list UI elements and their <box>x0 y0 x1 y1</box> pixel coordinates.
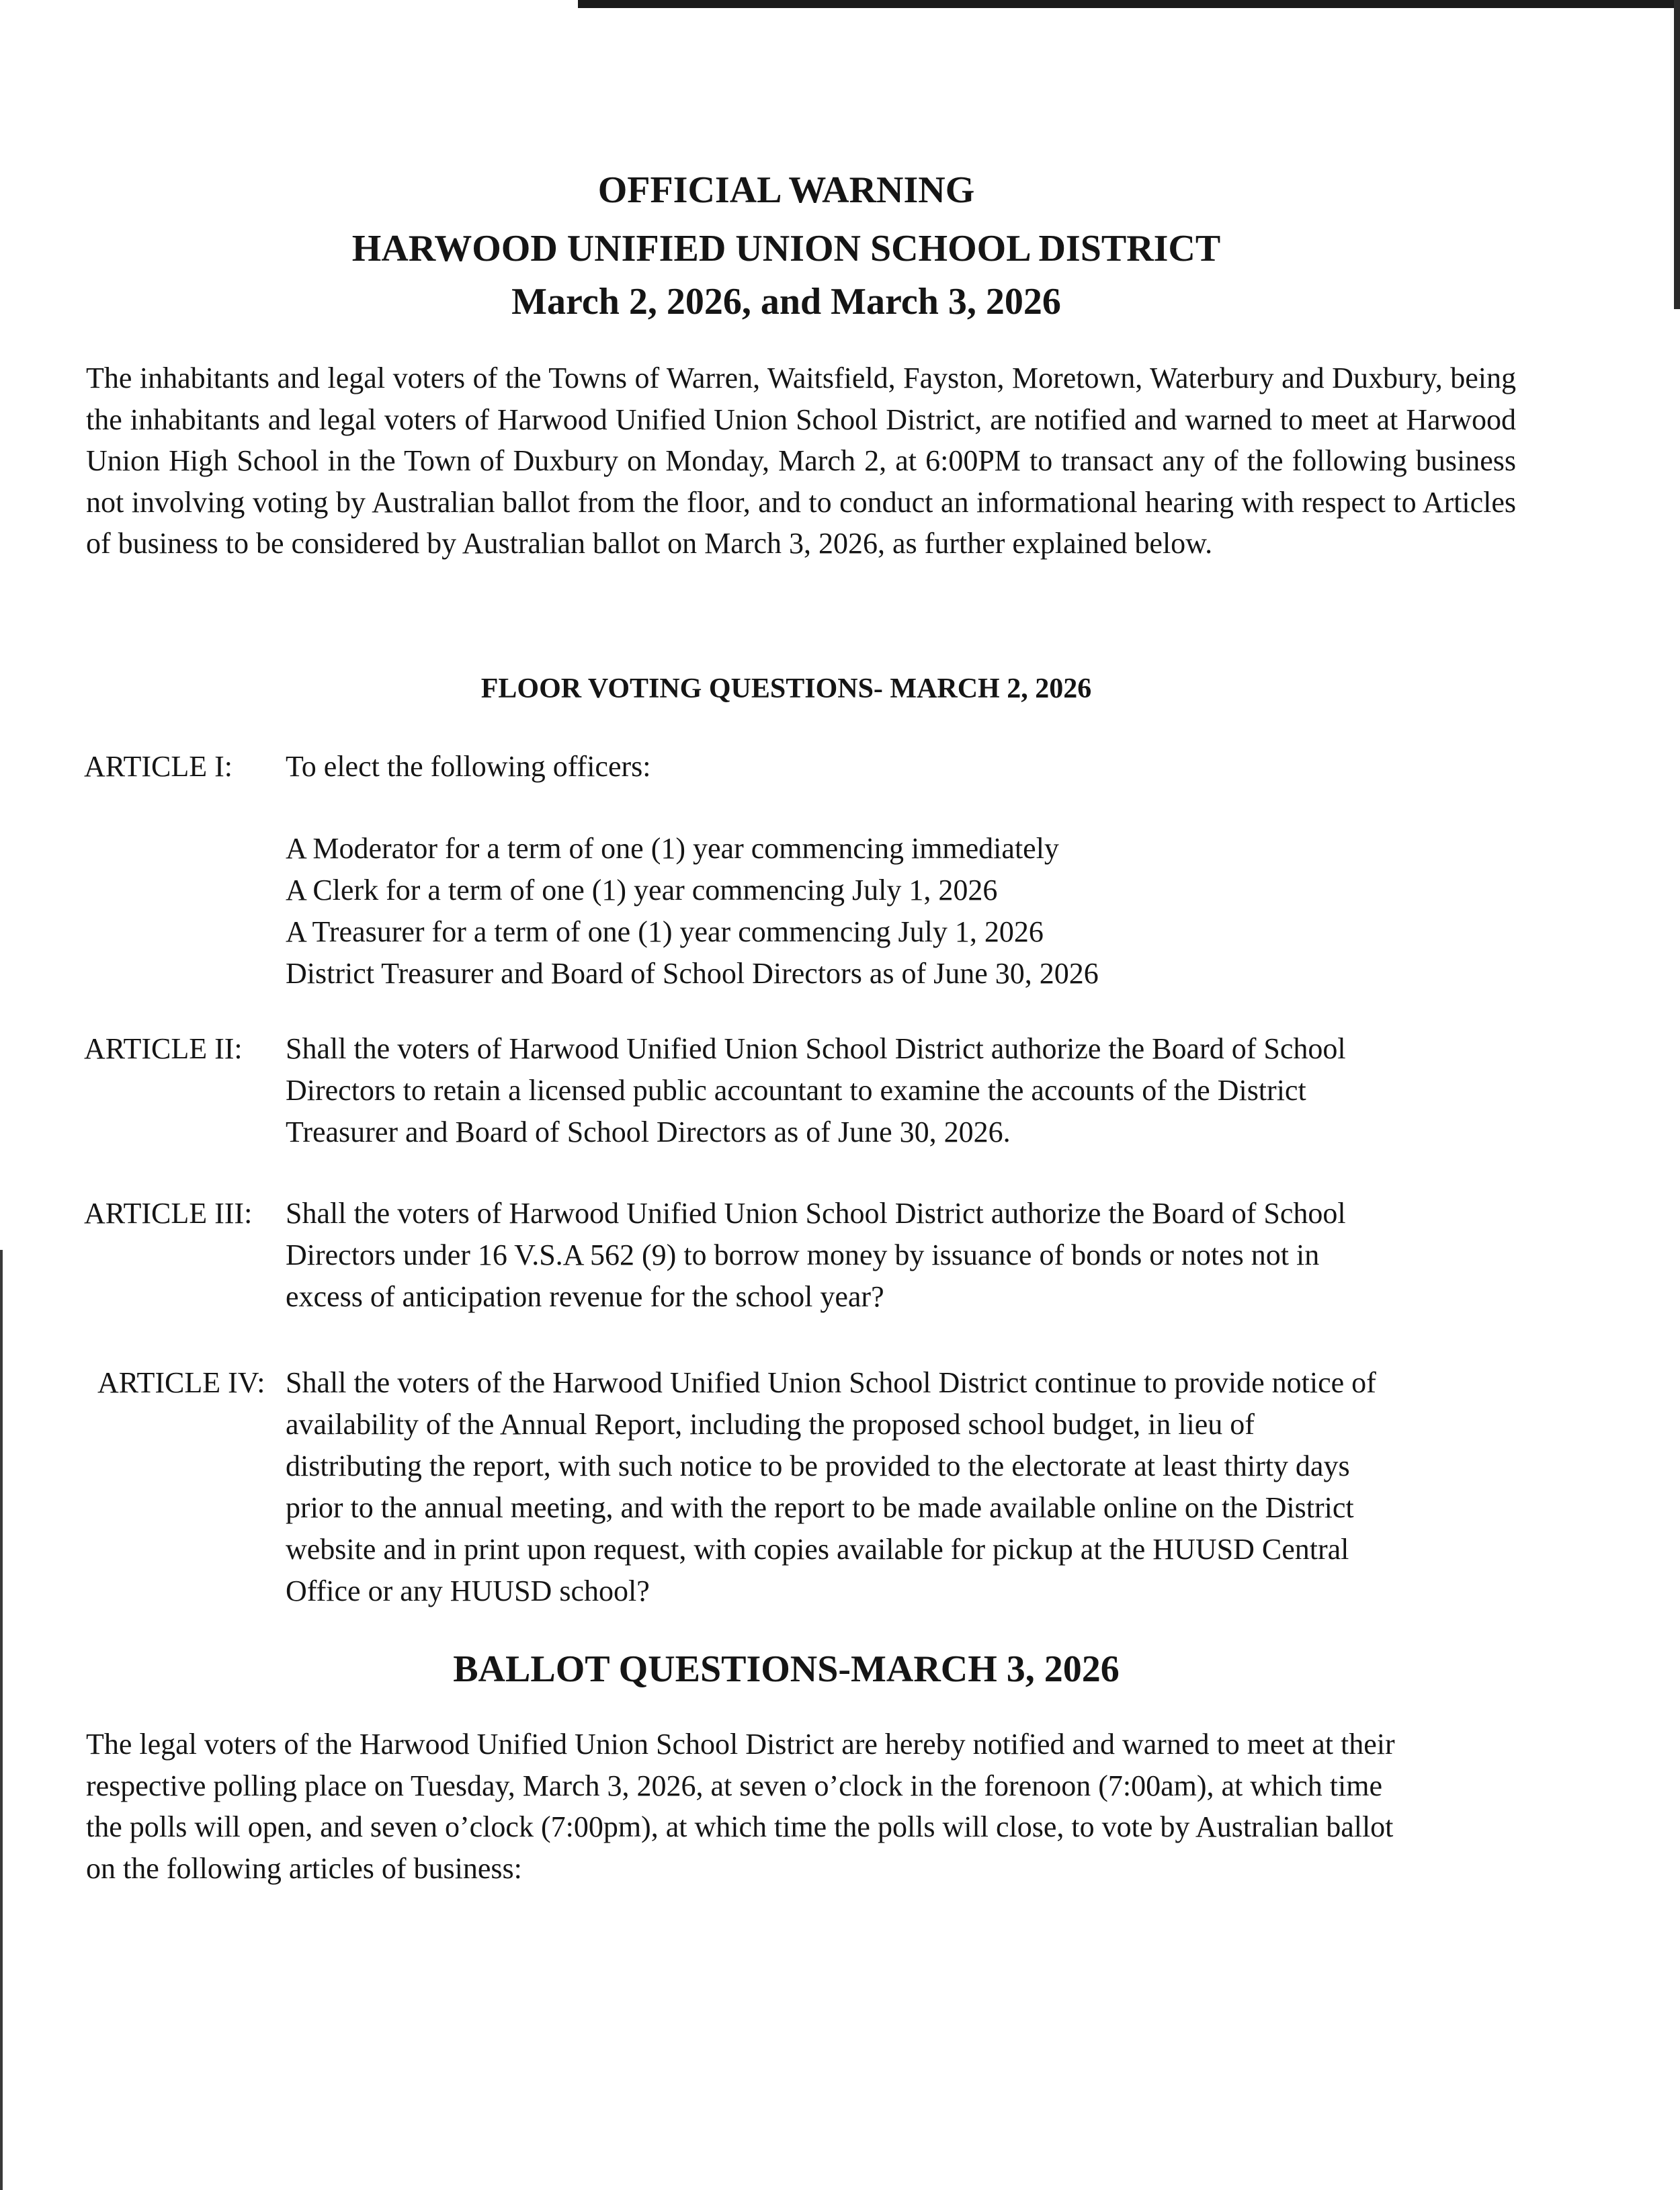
title-official-warning: OFFICIAL WARNING <box>597 169 975 211</box>
floor-voting-heading: FLOOR VOTING QUESTIONS- MARCH 2, 2026 <box>480 673 1092 704</box>
officer-district-treasurer-board: District Treasurer and Board of School Directors as of June 30, 2026 <box>286 957 1099 990</box>
officer-treasurer: A Treasurer for a term of one (1) year commencing July 1, 2026 <box>286 915 1044 948</box>
article-4-text: Shall the voters of the Harwood Unified Union School District continue to provide notice of availability of the Annual Report, including the proposed school budget, in lieu of distributing the report, with such notice to be provided to the electorate at least thirty days prior to the annual meeting, and with the report to be made available online on the District website and in print upon request, with copies available for pickup at the HUUSD Central Office or any HUUSD school? <box>286 1366 1376 1607</box>
article-1-label: ARTICLE I: <box>84 750 233 783</box>
article-1-text: To elect the following officers: <box>286 750 651 783</box>
article-2-text: Shall the voters of Harwood Unified Union School District authorize the Board of School Directors to retain a licensed public accountant to examine the accounts of the District Treasurer and Board of School Directors as of June 30, 2026. <box>286 1032 1346 1148</box>
title-district-name: HARWOOD UNIFIED UNION SCHOOL DISTRICT <box>351 228 1221 269</box>
article-4-label: ARTICLE IV: <box>97 1366 265 1399</box>
title-dates: March 2, 2026, and March 3, 2026 <box>511 281 1061 323</box>
officer-clerk: A Clerk for a term of one (1) year commencing July 1, 2026 <box>286 874 998 907</box>
article-2-label: ARTICLE II: <box>84 1032 243 1065</box>
ballot-intro-paragraph: The legal voters of the Harwood Unified Union School District are hereby notified and warned to meet at their respective polling place on Tuesday, March 3, 2026, at seven o’clock in the forenoon (7:00am), at which time the polls will open, and seven o’clock (7:00pm), at which time the polls will close, to vote by Australian ballot on the following articles of business: <box>86 1728 1395 1885</box>
officer-list <box>286 828 1394 995</box>
intro-paragraph: The inhabitants and legal voters of the Towns of Warren, Waitsfield, Fayston, Moretown, Waterbury and Duxbury, being the inhabitants and legal voters of Harwood Unified Union School District, are notified and warned to meet at Harwood Union High School in the Town of Duxbury on Monday, March 2, at 6:00PM to transact any of the following business not involving voting by Australian ballot from the floor, and to conduct an informational hearing with respect to Articles of business to be considered by Australian ballot on March 3, 2026, as further explained below. <box>86 362 1516 560</box>
officer-moderator: A Moderator for a term of one (1) year commencing immediately <box>286 832 1059 865</box>
ballot-questions-heading: BALLOT QUESTIONS-MARCH 3, 2026 <box>453 1648 1120 1690</box>
article-3-text: Shall the voters of Harwood Unified Union School District authorize the Board of School Directors under 16 V.S.A 562 (9) to borrow money by issuance of bonds or notes not in excess of anticipation revenue for the school year? <box>286 1197 1346 1313</box>
article-3-label: ARTICLE III: <box>84 1197 253 1230</box>
